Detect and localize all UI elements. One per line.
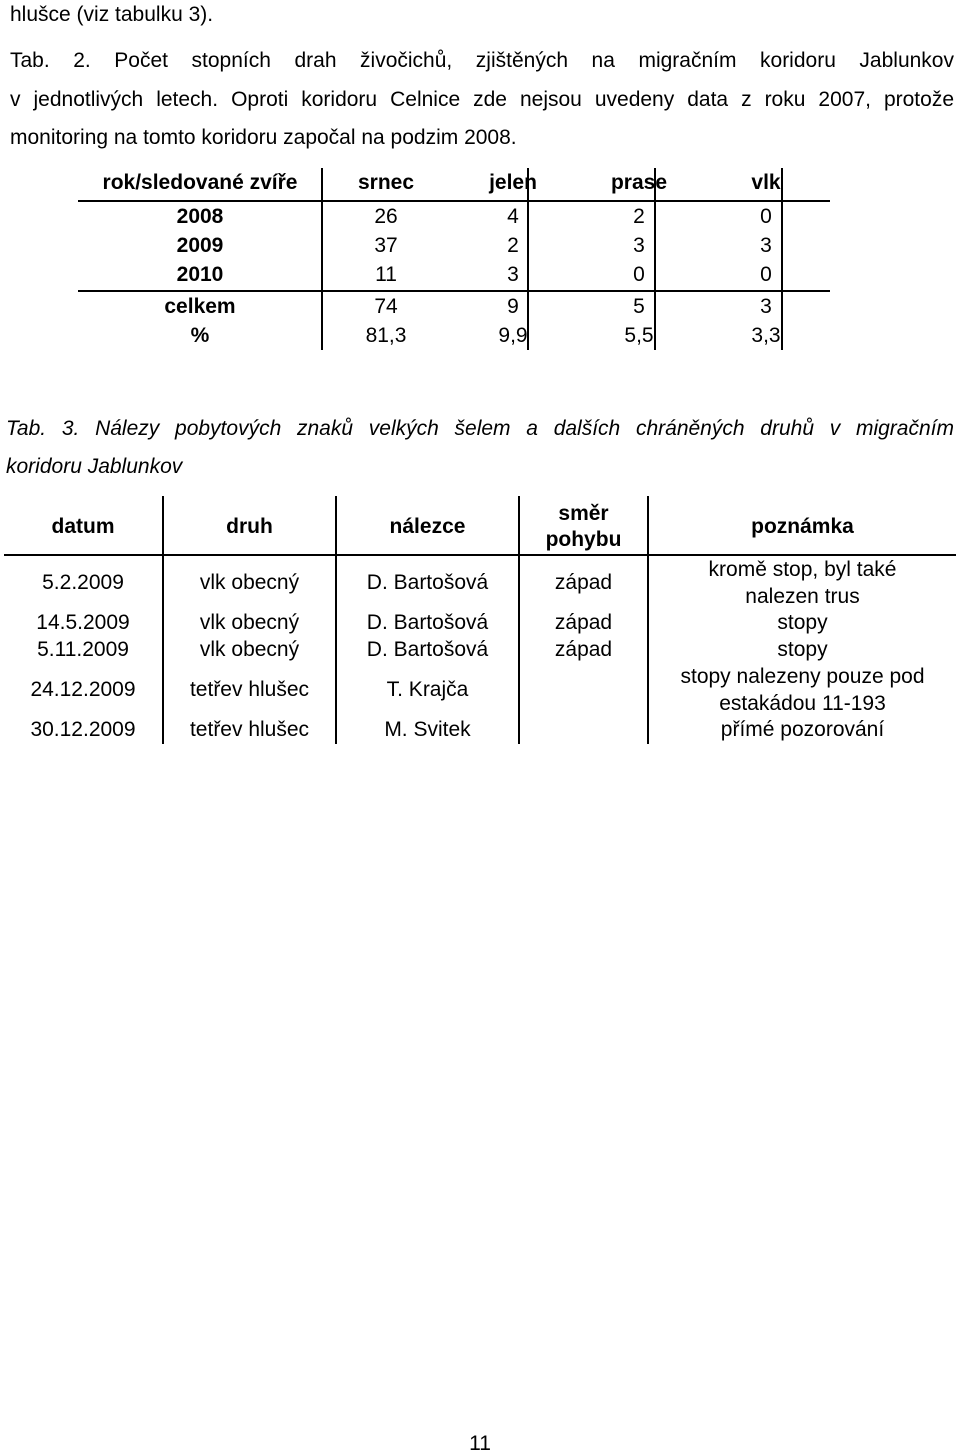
cell-poznamka: nalezen trus — [745, 585, 860, 608]
header-prase: prase — [610, 171, 668, 194]
cell-srnec: 74 — [374, 295, 398, 318]
cell-jelen: 9,9 — [498, 324, 528, 347]
table-rule — [4, 554, 956, 556]
cell-smer: západ — [554, 638, 613, 661]
cell-smer: západ — [554, 571, 613, 594]
cell-prase: 2 — [633, 205, 645, 228]
cell-nalezce: M. Svitek — [384, 718, 471, 741]
table-row — [78, 292, 830, 321]
cell-jelen: 3 — [507, 263, 519, 286]
cell-datum: 14.5.2009 — [36, 611, 130, 634]
cell-nalezce: D. Bartošová — [366, 638, 489, 661]
cell-nalezce: T. Krajča — [386, 678, 469, 701]
cell-poznamka: estakádou 11-193 — [719, 692, 886, 715]
intro-text: hlušce (viz tabulku 3). — [10, 3, 214, 26]
cell-nalezce: D. Bartošová — [366, 611, 489, 634]
tab2-caption-line1: Tab. 2. Počet stopních drah živočichů, zjištěných na migračním koridoru Jablunkov — [10, 49, 954, 72]
row-label: celkem — [164, 295, 236, 318]
cell-druh: vlk obecný — [199, 638, 300, 661]
cell-vlk: 0 — [760, 205, 772, 228]
page-number: 11 — [469, 1432, 491, 1455]
cell-nalezce: D. Bartošová — [366, 571, 489, 594]
cell-vlk: 3 — [760, 295, 772, 318]
cell-datum: 24.12.2009 — [30, 678, 136, 701]
cell-srnec: 81,3 — [365, 324, 407, 347]
cell-druh: tetřev hlušec — [189, 678, 310, 701]
cell-smer: západ — [554, 611, 613, 634]
cell-jelen: 9 — [507, 295, 519, 318]
header-smer-line2: pohybu — [545, 528, 622, 551]
cell-poznamka: stopy nalezeny pouze pod — [680, 665, 925, 688]
tab3-caption-line2: koridoru Jablunkov — [6, 455, 183, 478]
cell-datum: 5.11.2009 — [37, 638, 129, 661]
table-row — [78, 202, 830, 231]
tab2-caption-line2: v jednotlivých letech. Oproti koridoru Celnice zde nejsou uvedeny data z roku 2007, protože — [10, 88, 954, 111]
row-label: 2009 — [176, 234, 224, 257]
table-animal-tracks — [78, 168, 830, 347]
cell-vlk: 3 — [760, 234, 772, 257]
header-datum: datum — [51, 515, 115, 538]
cell-jelen: 2 — [507, 234, 519, 257]
cell-srnec: 26 — [374, 205, 398, 228]
cell-datum: 30.12.2009 — [30, 718, 136, 741]
header-vlk: vlk — [751, 171, 781, 194]
cell-prase: 0 — [633, 263, 645, 286]
cell-poznamka: kromě stop, byl také — [708, 558, 897, 581]
table-row — [78, 321, 830, 350]
cell-srnec: 37 — [374, 234, 398, 257]
cell-vlk: 0 — [760, 263, 772, 286]
row-label: % — [190, 324, 210, 347]
cell-druh: tetřev hlušec — [189, 718, 310, 741]
cell-druh: vlk obecný — [199, 611, 300, 634]
header-poznamka: poznámka — [751, 515, 854, 538]
header-srnec: srnec — [357, 171, 415, 194]
row-label: 2010 — [176, 263, 224, 286]
cell-druh: vlk obecný — [199, 571, 300, 594]
tab2-caption-line3: monitoring na tomto koridoru započal na podzim 2008. — [10, 126, 517, 149]
cell-poznamka: stopy — [777, 638, 828, 661]
cell-poznamka: přímé pozorování — [720, 718, 885, 741]
table-header-row — [78, 168, 830, 197]
header-jelen: jelen — [489, 171, 537, 194]
cell-srnec: 11 — [375, 263, 397, 286]
header-nalezce: nálezce — [389, 515, 466, 538]
cell-prase: 5,5 — [624, 324, 654, 347]
cell-prase: 3 — [633, 234, 645, 257]
header-year-animal: rok/sledované zvíře — [102, 171, 298, 194]
cell-datum: 5.2.2009 — [42, 571, 124, 594]
cell-poznamka: stopy — [777, 611, 828, 634]
row-label: 2008 — [176, 205, 224, 228]
table-row — [78, 260, 830, 289]
cell-vlk: 3,3 — [751, 324, 781, 347]
header-smer-line1: směr — [558, 502, 609, 525]
cell-jelen: 4 — [507, 205, 519, 228]
table-row — [78, 231, 830, 260]
tab3-caption-line1: Tab. 3. Nálezy pobytových znaků velkých šelem a dalších chráněných druhů v migračním — [6, 417, 954, 440]
header-druh: druh — [226, 515, 273, 538]
cell-prase: 5 — [633, 295, 645, 318]
